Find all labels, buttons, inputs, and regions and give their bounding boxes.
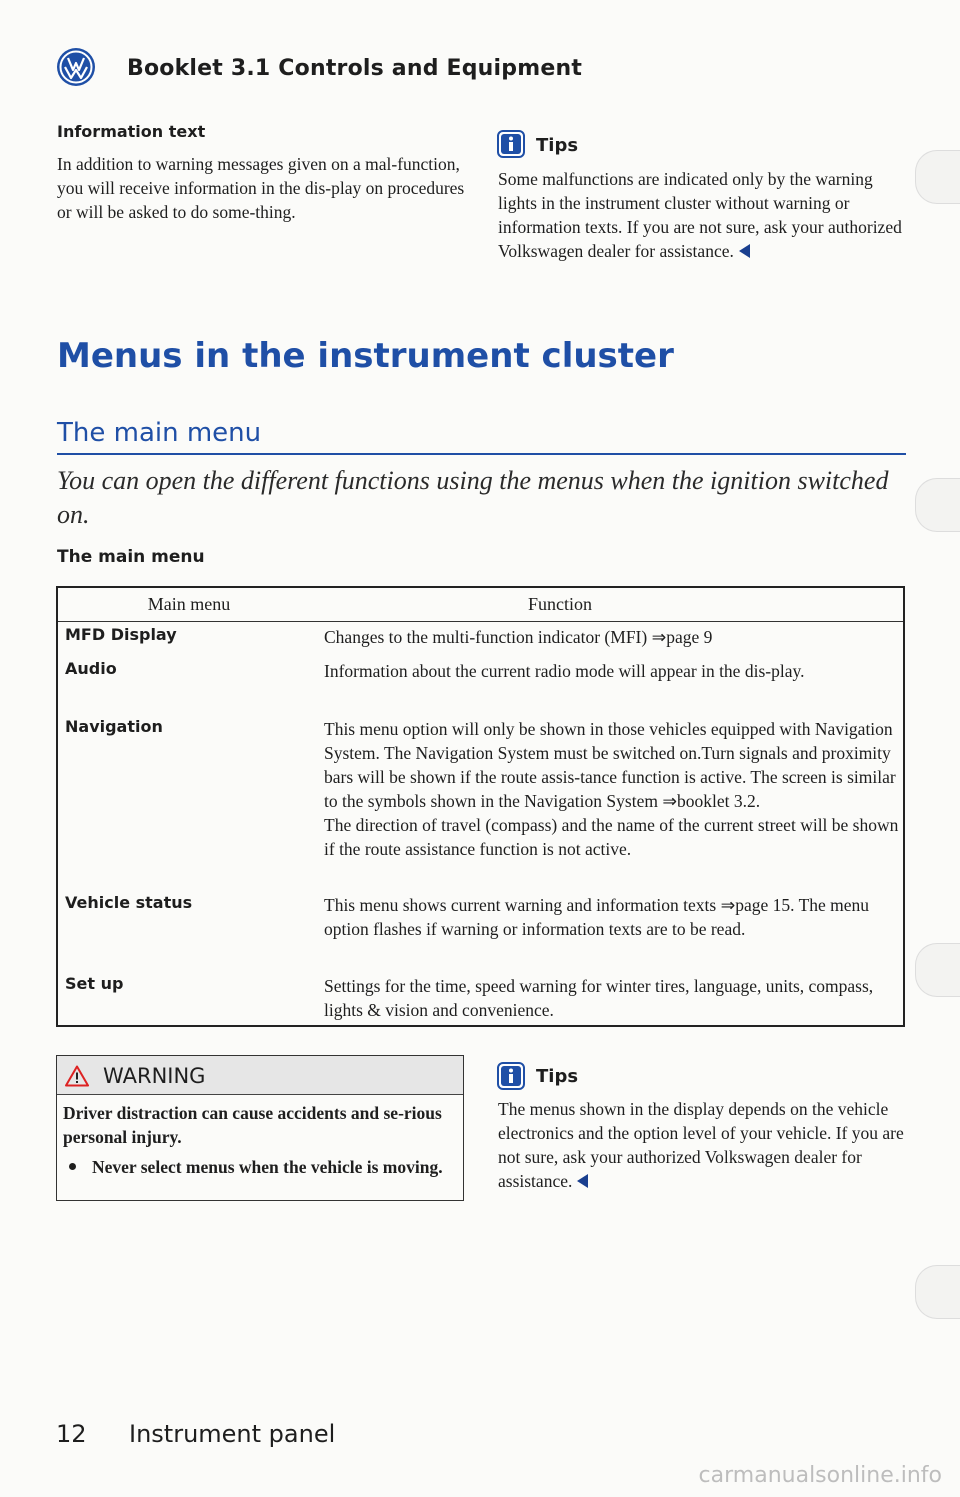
menu-name: Navigation: [65, 717, 163, 736]
booklet-title: Booklet 3.1 Controls and Equipment: [127, 56, 583, 81]
table-caption: The main menu: [57, 547, 205, 567]
warning-box: [56, 1055, 464, 1201]
end-arrow-icon: [739, 244, 750, 258]
bullet-icon: [69, 1163, 76, 1170]
end-arrow-icon: [577, 1174, 588, 1188]
subsection-title: The main menu: [57, 418, 262, 448]
tips-label: Tips: [536, 1066, 579, 1087]
menu-function: This menu shows current warning and information texts ⇒page 15. The menu option flashes if warning or information texts are to be read.: [324, 895, 870, 939]
menu-function: Information about the current radio mode will appear in the dis-play.: [324, 661, 805, 681]
section-title: Menus in the instrument cluster: [57, 336, 674, 376]
menu-name: Audio: [65, 659, 117, 678]
page-edge-tab: [915, 943, 960, 997]
menu-function: Changes to the multi-function indicator (MFI) ⇒page 9: [324, 627, 713, 647]
menu-name: MFD Display: [65, 625, 177, 644]
tips-label: Tips: [536, 135, 579, 156]
menu-function: [324, 717, 899, 861]
page-edge-tab: [915, 478, 960, 532]
page-edge-tab: [915, 1265, 960, 1319]
main-menu-table: [56, 586, 905, 1027]
warning-triangle-icon: [65, 1065, 89, 1087]
tips-body: Some malfunctions are indicated only by the warning lights in the instrument cluster without warning or information texts. If you are not sure, ask your authorized Volkswagen dealer for assistance.: [498, 169, 902, 261]
warning-text: Driver distraction can cause accidents and se-rious personal injury.: [63, 1103, 442, 1147]
menu-name: Vehicle status: [65, 893, 193, 912]
menu-function: Settings for the time, speed warning for winter tires, language, units, compass, lights & vision and convenience.: [324, 976, 874, 1020]
table-header: [58, 588, 903, 622]
footer-title: Instrument panel: [129, 1420, 336, 1448]
warning-header: [57, 1056, 463, 1095]
watermark: carmanualsonline.info: [698, 1463, 942, 1488]
column-header-main-menu: Main menu: [147, 594, 231, 614]
menu-name: Set up: [65, 974, 124, 993]
info-icon: [497, 130, 525, 158]
warning-title: WARNING: [103, 1064, 206, 1088]
menu-function-text-extra: The direction of travel (compass) and the name of the current street will be shown if the route assistance function is not active.: [324, 815, 899, 859]
subsection-divider: [57, 453, 906, 455]
tips-body: The menus shown in the display depends on the vehicle electronics and the option level of your vehicle. If you are not sure, ask your authorized Volkswagen dealer for assistance.: [498, 1099, 904, 1191]
information-body: In addition to warning messages given on a mal-function, you will receive information in the dis-play on procedures or will be asked to do some-thing.: [57, 154, 465, 222]
warning-bullet: Never select menus when the vehicle is moving.: [63, 1155, 455, 1179]
page-number: 12: [56, 1420, 87, 1448]
vw-logo-icon: [56, 47, 96, 87]
menu-function-text: This menu option will only be shown in those vehicles equipped with Navigation System. The Navigation System must be switched on.Turn signals and proximity bars will be shown if the route assis-tance function is active. The screen is similar to the symbols shown in the Navigation System ⇒booklet 3.2.: [324, 719, 896, 811]
page-edge-tab: [915, 150, 960, 204]
information-heading: Information text: [57, 122, 206, 141]
intro-text: You can open the different functions using the menus when the ignition switched on.: [57, 466, 889, 529]
column-header-function: Function: [528, 594, 593, 614]
info-icon: [497, 1062, 525, 1090]
